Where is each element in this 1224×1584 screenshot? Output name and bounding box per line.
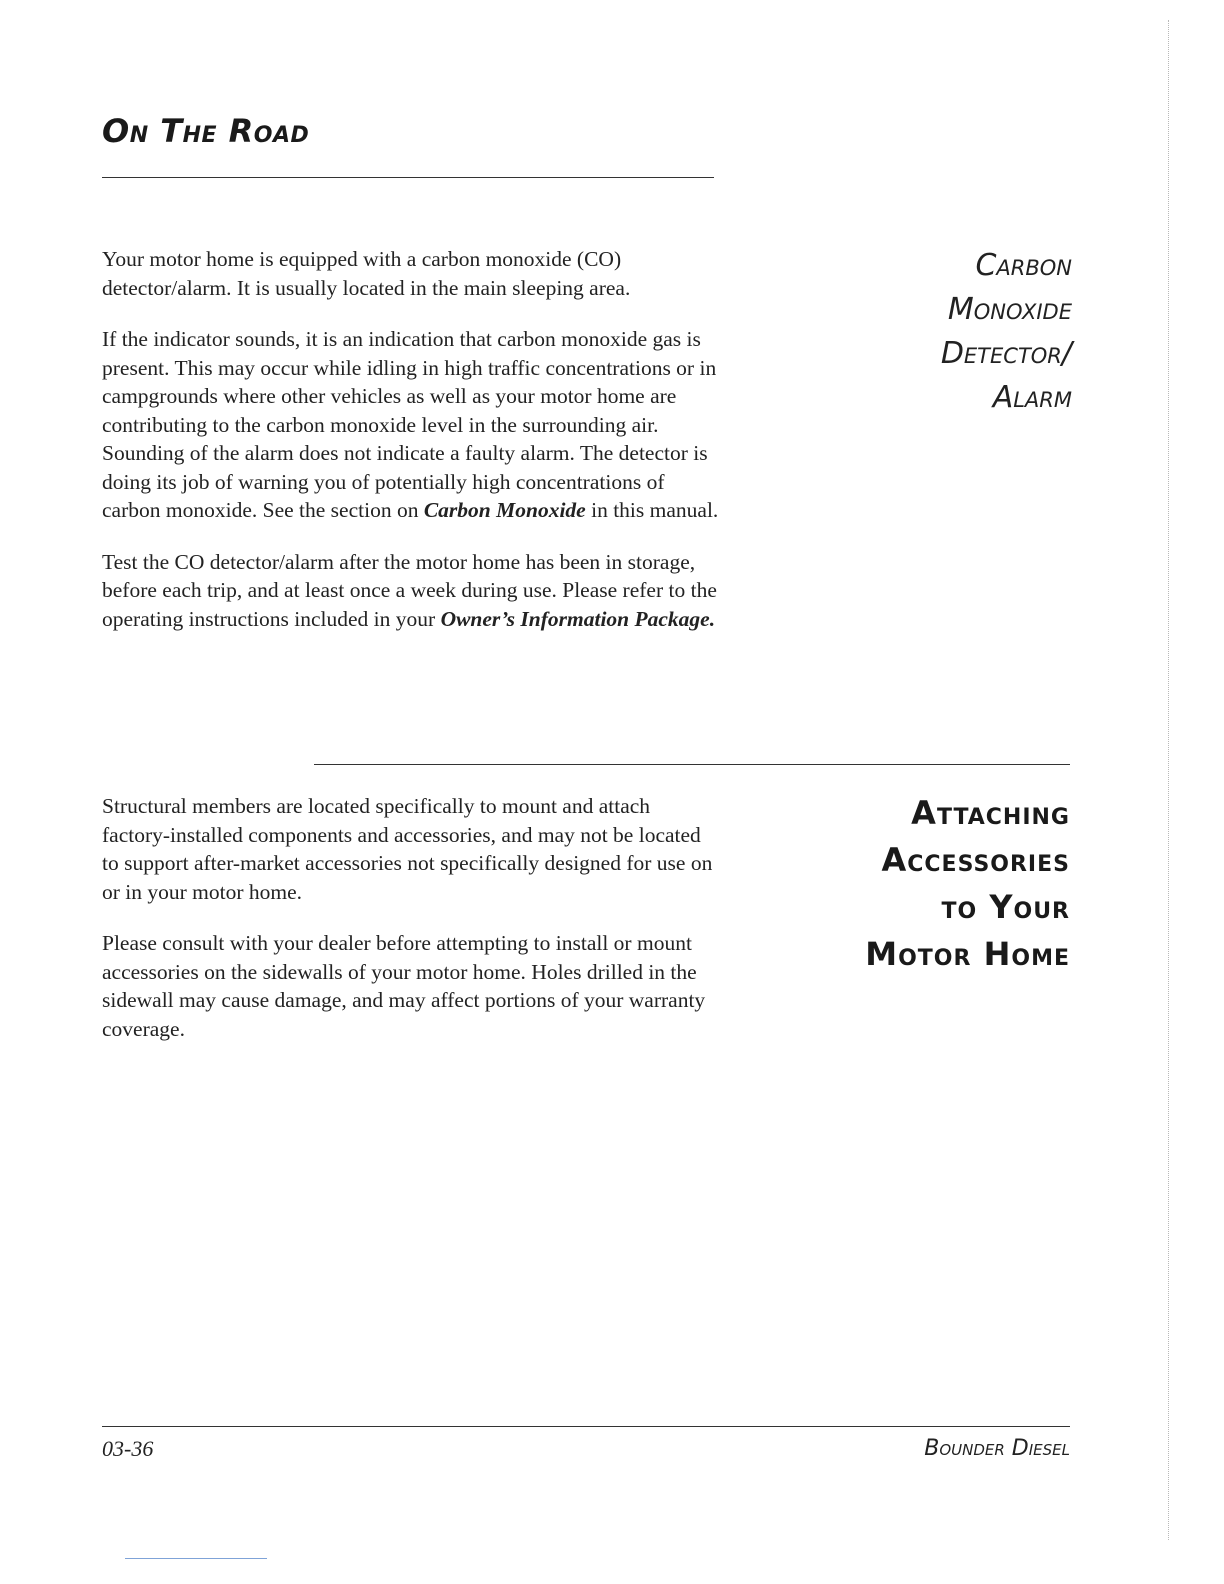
co-paragraph-2: If the indicator sounds, it is an indication that carbon monoxide gas is present. This may occur while idling in high traffic concentrations or in campgrounds where other vehicles as well as your motor home are contributing to the carbon monoxide level in the surrounding air. Sounding of the alarm does not indicate a faulty alarm. The detector is doing its job of warning you of potentially high concentrations of carbon monoxide. See the section on Carbon Monoxide in this manual.: [102, 327, 719, 522]
owners-package-reference: Owner’s Information Package.: [440, 606, 716, 631]
co-manual-reference: Carbon Monoxide: [423, 498, 586, 522]
co-paragraph-1: Your motor home is equipped with a carbon monoxide (CO) detector/alarm. It is usually located in the main sleeping area.: [102, 247, 631, 300]
footer-rule: [102, 1426, 1070, 1427]
heading-line: Alarm: [992, 380, 1072, 415]
heading-line: Detector/: [940, 336, 1072, 371]
accessories-paragraph-1: Structural members are located specifically to mount and attach factory-installed components and accessories, and may not be located to support after-market accessories not specifically designed for use on or in your motor home.: [102, 794, 713, 904]
scan-blue-line: [125, 1558, 267, 1559]
section-divider: [314, 764, 1070, 765]
co-paragraph-3: Test the CO detector/alarm after the motor home has been in storage, before each trip, and at least once a week during use. Please refer to the operating instructions included in your Owner’s Information Package.: [102, 549, 717, 631]
attaching-accessories-body: [102, 792, 722, 1066]
heading-line: Attaching: [911, 794, 1070, 832]
header-rule: [102, 177, 714, 178]
heading-line: Carbon: [975, 248, 1072, 283]
heading-line: Accessories: [881, 841, 1070, 879]
scan-edge-mark: [1168, 20, 1170, 1540]
carbon-monoxide-heading: [941, 244, 1072, 420]
page-number: 03-36: [102, 1436, 154, 1461]
page-header-title: On The Road: [102, 112, 310, 150]
heading-line: Monoxide: [947, 292, 1072, 327]
accessories-paragraph-2: Please consult with your dealer before attempting to install or mount accessories on the sidewalls of your motor home. Holes drilled in the sidewall may cause damage, and may affect portions of your warranty coverage.: [102, 931, 706, 1041]
heading-line: to Your: [941, 888, 1070, 926]
carbon-monoxide-body: [102, 245, 722, 656]
attaching-accessories-heading: [865, 790, 1070, 978]
product-name: Bounder Diesel: [924, 1436, 1070, 1461]
heading-line: Motor Home: [865, 935, 1070, 973]
